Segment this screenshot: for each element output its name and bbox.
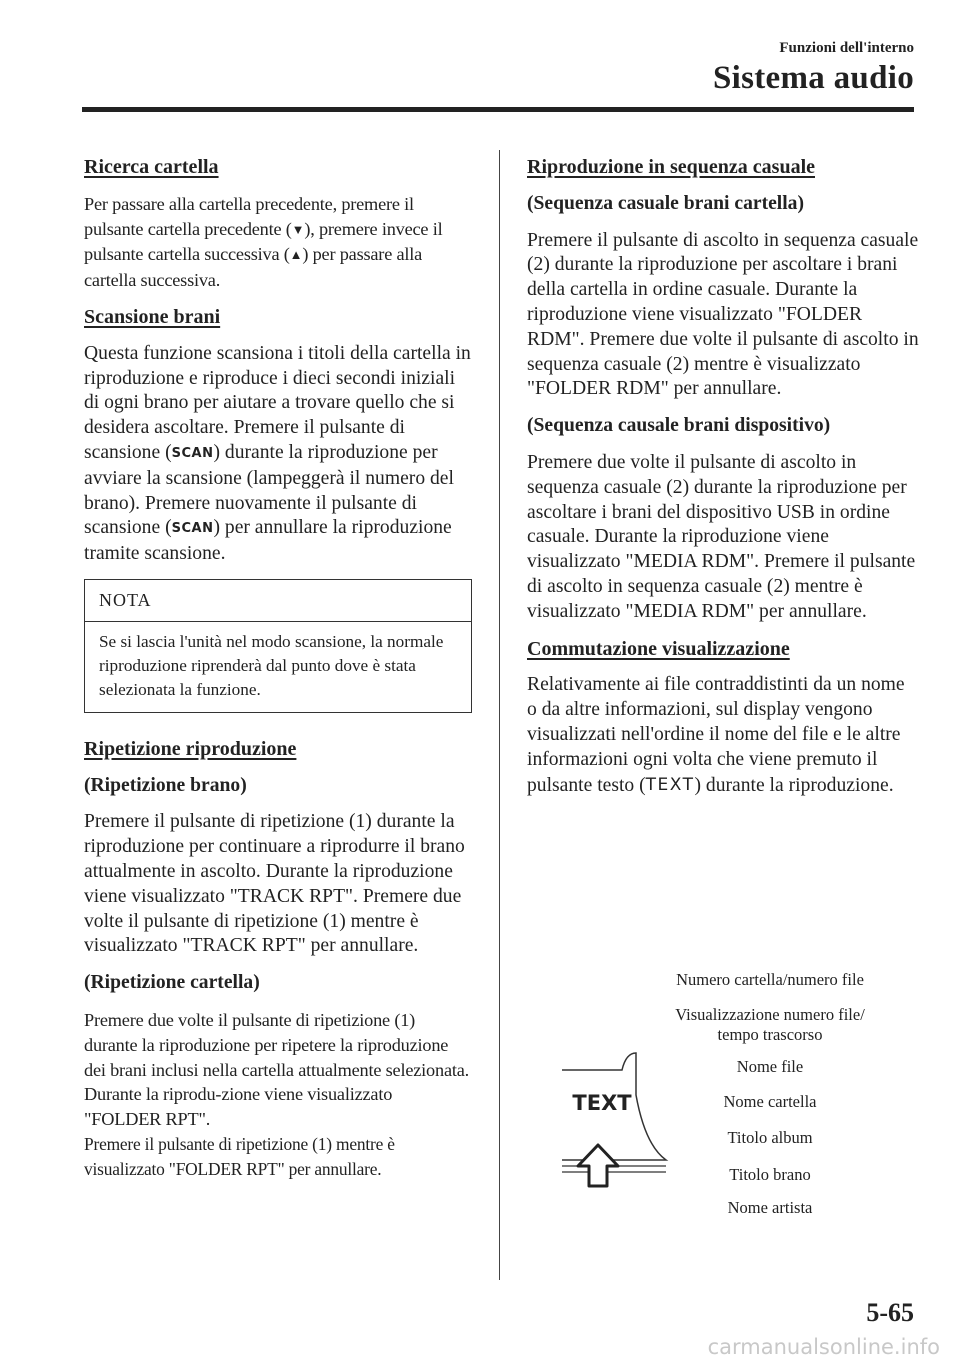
right-column bbox=[527, 155, 919, 810]
column-divider bbox=[499, 150, 500, 1280]
display-switch-text: Relativamente ai file contraddistinti da un nome o da altre informazioni, sul display vengono visualizzati nell'ordine il nome del file e le altre informazioni ogni volta che viene premuto il pulsante testo (TEXT) durante la riproduzione. bbox=[527, 674, 905, 796]
folder-search-heading: Ricerca cartella bbox=[84, 156, 219, 178]
diagram-item: Numero cartella/numero file bbox=[676, 970, 864, 989]
random-device-text: Premere due volte il pulsante di ascolto in sequenza casuale (2) durante la riproduzione per ascoltare i brani del dispositivo USB in ordine casuale. Durante la riproduzione viene visualizzato "MEDIA RDM". Premere il pulsante di ascolto in sequenza casuale (2) mentre è visualizzato "MEDIA RDM" per annullare. bbox=[527, 451, 916, 622]
up-triangle-icon: ▲ bbox=[289, 247, 303, 263]
page-number: 5-65 bbox=[866, 1298, 914, 1327]
scan-button-icon: SCAN bbox=[171, 521, 214, 537]
scan-text: Questa funzione scansiona i titoli della cartella in riproduzione e riproduce i dieci secondi iniziali di ogni brano per aiutare a trovare quello che si desidera ascoltare. Premere il pulsante di scansione (SCAN) durante la riproduzione per avviare la scansione (lampeggerà il numero del brano). Premere nuovamente il pulsante di scansione (SCAN) per annullare la riproduzione tramite scansione. bbox=[84, 342, 471, 565]
header-section-name: Funzioni dell'interno bbox=[779, 40, 914, 56]
diagram-item: Nome file bbox=[736, 1057, 804, 1076]
text-button-icon: TEXT bbox=[645, 774, 695, 795]
left-column bbox=[84, 155, 472, 1194]
scan-button-icon: SCAN bbox=[171, 445, 214, 461]
repeat-track-subheading: (Ripetizione brano) bbox=[84, 774, 247, 796]
display-switch-heading: Commutazione visualizzazione bbox=[527, 637, 790, 660]
scan-heading: Scansione brani bbox=[84, 305, 221, 328]
watermark: carmanualsonline.info bbox=[707, 1335, 940, 1359]
repeat-heading: Ripetizione riproduzione bbox=[84, 737, 297, 760]
random-folder-subheading: (Sequenza casuale brani cartella) bbox=[527, 192, 805, 214]
repeat-folder-subheading: (Ripetizione cartella) bbox=[84, 972, 260, 994]
text-button-label: TEXT bbox=[572, 1091, 632, 1115]
diagram-item: Visualizzazione numero file/ tempo trascorso bbox=[675, 1005, 865, 1044]
diagram-item: Nome cartella bbox=[723, 1092, 817, 1111]
down-triangle-icon: ▼ bbox=[291, 221, 305, 237]
note-title: NOTA bbox=[85, 580, 471, 622]
text-button-illustration bbox=[550, 1050, 670, 1250]
random-folder-text: Premere il pulsante di ascolto in sequenza casuale (2) durante la riproduzione per ascoltare i brani della cartella in ordine casuale. Durante la riproduzione viene visualizzato "FOLDER RDM". Premere due volte il pulsante di ascolto in sequenza casuale (2) mentre è visualizzato "FOLDER RDM" per annullare. bbox=[527, 229, 919, 400]
text-button-diagram bbox=[550, 965, 920, 1225]
folder-search-text: Per passare alla cartella precedente, premere il pulsante cartella precedente (▼), premere invece il pulsante cartella successiva (▲) per passare alla cartella successiva. bbox=[84, 193, 443, 291]
note-box bbox=[84, 579, 472, 713]
diagram-item: Nome artista bbox=[727, 1198, 813, 1217]
repeat-track-text: Premere il pulsante di ripetizione (1) durante la riproduzione per continuare a riprodurre il brano attualmente in ascolto. Durante la riproduzione viene visualizzato "TRACK RPT". Premere due volte il pulsante di ripetizione (1) mentre è visualizzato "TRACK RPT" per annullare. bbox=[84, 811, 465, 957]
diagram-item: Titolo album bbox=[727, 1128, 813, 1147]
note-text: Se si lascia l'unità nel modo scansione, la normale riproduzione riprenderà dal punto dove è stata selezionata la funzione. bbox=[99, 631, 444, 699]
header-title: Sistema audio bbox=[712, 60, 914, 96]
repeat-folder-text: Premere due volte il pulsante di ripetizione (1) durante la riproduzione per ripetere la riproduzione dei brani inclusi nella cartella attualmente selezionata. Durante la riprodu-zione viene visualizzato "FOLDER RPT". bbox=[84, 1009, 470, 1130]
diagram-item: Titolo brano bbox=[729, 1165, 811, 1184]
header-rule bbox=[82, 107, 914, 112]
random-heading: Riproduzione in sequenza casuale bbox=[527, 156, 815, 178]
random-device-subheading: (Sequenza causale brani dispositivo) bbox=[527, 415, 831, 437]
repeat-folder-cancel-text: Premere il pulsante di ripetizione (1) mentre è visualizzato "FOLDER RPT" per annullare. bbox=[84, 1133, 395, 1179]
